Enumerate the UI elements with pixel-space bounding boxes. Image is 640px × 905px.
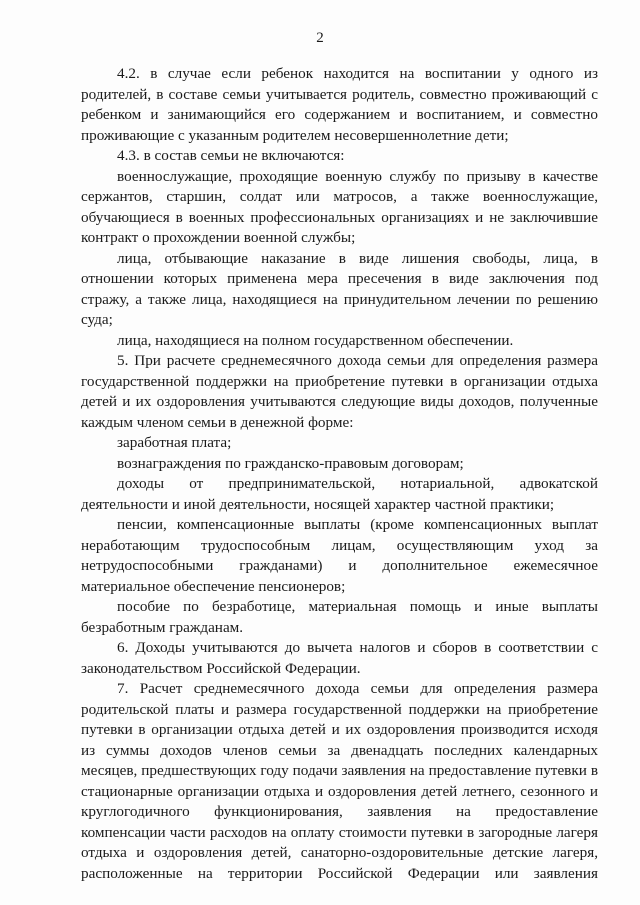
paragraph-unemployment: пособие по безработице, материальная помощь и иные выплаты безработным гражданам.	[81, 598, 598, 636]
paragraph-pensions: пенсии, компенсационные выплаты (кроме компенсационных выплат неработающим трудоспособным лицам, осуществляющим уход за нетрудоспособными гражданами) и дополнительное ежемесячное материальное обеспечение пенсионеров;	[81, 516, 598, 595]
paragraph-7: 7. Расчет среднемесячного дохода семьи для определения размера родительской платы и размера государственной поддержки на приобретение путевки в организации отдыха детей и их оздоровления производится исходя из суммы доходов членов семьи за двенадцать последних календарных месяцев, предшествующих году подачи заявления на предоставление путевки в стационарные организации отдыха и оздоровления детей летнего, сезонного и круглогодичного функционирования, заявления на предоставление компенсации части расходов на оплату стоимости путевки в загородные лагеря отдыха и оздоровления детей, санаторно-оздоровительные детские лагеря, расположенные на территории Российской Федерации или заявления	[81, 680, 598, 882]
page-number: 2	[316, 30, 324, 46]
paragraph-salary: заработная плата;	[117, 434, 232, 451]
paragraph-4-3: 4.3. в состав семьи не включаются:	[117, 147, 345, 164]
paragraph-military: военнослужащие, проходящие военную службу по призыву в качестве сержантов, старшин, солдат или матросов, а также военнослужащие, обучающиеся в военных профессиональных организациях и не заключившие контракт о прохождении военной службы;	[81, 167, 598, 246]
paragraph-contracts: вознаграждения по гражданско-правовым договорам;	[117, 454, 464, 472]
paragraph-5: 5. При расчете среднемесячного дохода семьи для определения размера государственной поддержки на приобретение путевки в организации отдыха детей и их оздоровления учитываются следующие виды доходов, полученные каждым членом семьи в денежной форме:	[81, 352, 598, 431]
paragraph-imprisoned: лица, отбывающие наказание в виде лишения свободы, лица, в отношении которых применена мера пресечения в виде заключения под стражу, а также лица, находящиеся на принудительном лечении по решению суда;	[81, 249, 598, 328]
document-body	[81, 64, 598, 884]
paragraph-business-income: доходы от предпринимательской, нотариальной, адвокатской деятельности и иной деятельности, носящей характер частной практики;	[81, 475, 598, 513]
paragraph-4-2: 4.2. в случае если ребенок находится на воспитании у одного из родителей, в составе семьи учитывается родитель, совместно проживающий с ребенком и занимающийся его содержанием и воспитанием, и совместно проживающие с указанным родителем несовершеннолетние дети;	[81, 65, 598, 144]
paragraph-state-support: лица, находящиеся на полном государственном обеспечении.	[117, 331, 514, 349]
paragraph-6: 6. Доходы учитываются до вычета налогов и сборов в соответствии с законодательством Российской Федерации.	[81, 639, 598, 677]
